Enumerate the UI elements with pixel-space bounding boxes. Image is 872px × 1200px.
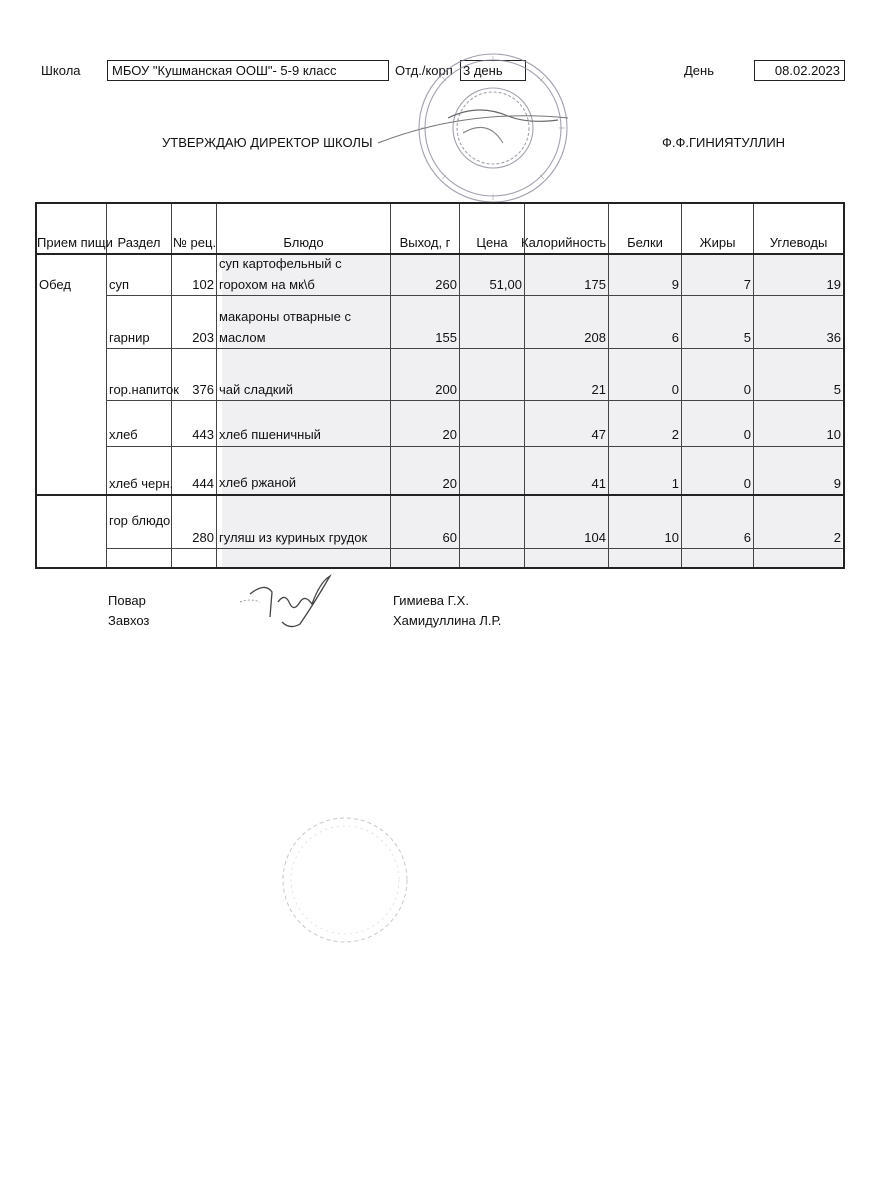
- school-label: Школа: [41, 63, 81, 78]
- header-protein: Белки: [627, 235, 663, 250]
- school-field: МБОУ "Кушманская ООШ"- 5-9 класс: [107, 60, 389, 81]
- storekeeper-name: Хамидуллина Л.Р.: [393, 613, 502, 628]
- cook-label: Повар: [108, 593, 146, 608]
- signature-icon: [230, 572, 340, 632]
- header-fat: Жиры: [699, 235, 736, 250]
- dept-label: Отд./корп: [395, 63, 453, 78]
- header-meal: Прием пищи: [37, 235, 113, 250]
- director-name: Ф.Ф.ГИНИЯТУЛЛИН: [662, 135, 786, 150]
- cook-name: Гимиева Г.Х.: [393, 593, 469, 608]
- header-recipe: № рец.: [173, 235, 217, 250]
- header-section: Раздел: [117, 235, 161, 250]
- header-dish: Блюдо: [283, 235, 324, 250]
- header-price: Цена: [476, 235, 508, 250]
- school-seal-icon: [408, 48, 578, 208]
- date-field: 08.02.2023: [754, 60, 845, 81]
- meal-name: Обед: [39, 277, 71, 292]
- menu-table: Прием пищи Раздел № рец. Блюдо Выход, г Цена Калорийность Белки Жиры Углеводы Обед суп 102 суп картофельный с горохом на мк\б 260 51,00 175 9 7 19 гарнир 203 макароны отварные с маслом 155 208 6 5 36 гор.напиток 376 чай сладкий 200 21 0 0 5 хлеб 443 хлеб пшеничный 20 47 2 0 10 хлеб черн. 444 хлеб ржаной 20 41 1 0 9 гор блюдо 280 гуляш из куриных грудок 60 104 10 6 2: [35, 202, 845, 569]
- dept-field: 3 день: [460, 60, 526, 81]
- approve-text: УТВЕРЖДАЮ ДИРЕКТОР ШКОЛЫ: [162, 135, 373, 150]
- day-label: День: [684, 63, 714, 78]
- storekeeper-label: Завхоз: [108, 613, 150, 628]
- faint-stamp-icon: [275, 810, 415, 950]
- header-output: Выход, г: [399, 235, 451, 250]
- header-calories: Калорийность: [521, 235, 607, 250]
- header-carbs: Углеводы: [769, 235, 828, 250]
